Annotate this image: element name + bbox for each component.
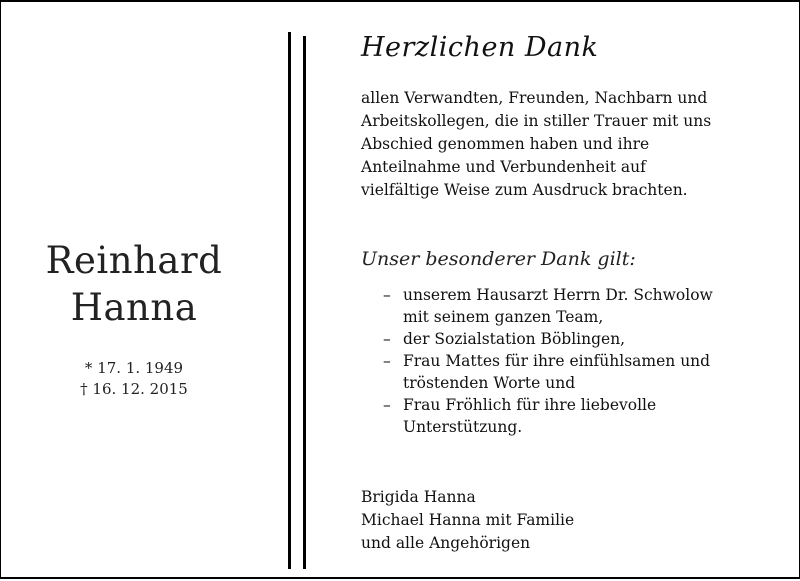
list-item-line: tröstenden Worte und [403,374,576,392]
special-thanks-list [383,284,783,438]
paragraph-line: vielfältige Weise zum Ausdruck brachten. [361,181,688,199]
thanks-heading: Herzlichen Dank [361,32,599,63]
dash-bullet: – [383,286,391,304]
birth-date: * 17. 1. 1949 [84,359,184,377]
dash-bullet: – [383,330,391,348]
paragraph-line: Anteilnahme und Verbundenheit auf [361,158,646,176]
signature-block [361,486,574,555]
list-item-line: mit seinem ganzen Team, [403,308,604,326]
deceased-first-name: Reinhard [45,239,223,282]
deceased-panel [1,2,267,581]
signature-line: Michael Hanna mit Familie [361,511,575,529]
list-item-line: Frau Mattes für ihre einfühlsamen und [403,352,711,370]
list-item [383,394,783,438]
thanks-paragraph [361,87,791,202]
list-item-line: der Sozialstation Böblingen, [403,330,626,348]
paragraph-line: Abschied genommen haben und ihre [361,135,650,153]
paragraph-line: Arbeitskollegen, die in stiller Trauer mit uns [361,112,712,130]
list-item [383,284,783,328]
list-item [383,350,783,394]
dash-bullet: – [383,396,391,414]
signature-line: und alle Angehörigen [361,534,531,552]
signature-line: Brigida Hanna [361,488,476,506]
death-date: † 16. 12. 2015 [80,380,188,398]
list-item-line: unserem Hausarzt Herrn Dr. Schwolow [403,286,713,304]
dash-bullet: – [383,352,391,370]
special-thanks-heading: Unser besonderer Dank gilt: [361,248,636,270]
deceased-last-name: Hanna [70,286,198,329]
list-item-line: Unterstützung. [403,418,523,436]
divider-rule-left [288,32,291,569]
list-item [383,328,783,350]
list-item-line: Frau Fröhlich für ihre liebevolle [403,396,657,414]
divider-rule-right [303,36,306,569]
paragraph-line: allen Verwandten, Freunden, Nachbarn und [361,89,708,107]
